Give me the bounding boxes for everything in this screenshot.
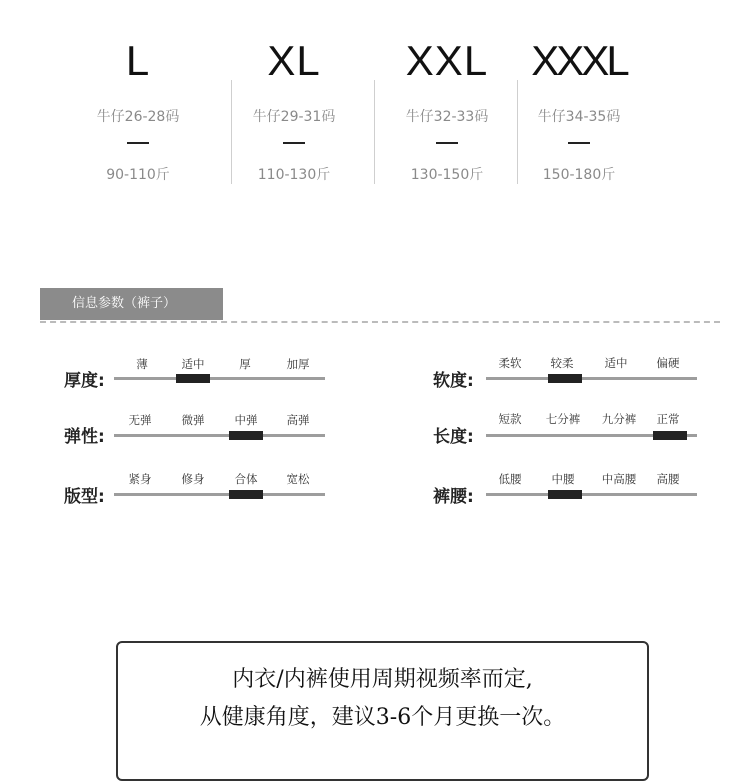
size-column-xxxl — [509, 38, 649, 184]
param-option: 合体 — [234, 472, 258, 486]
size-column-xxl — [377, 38, 517, 184]
param-option: 薄 — [136, 357, 148, 371]
dash-divider — [283, 142, 305, 144]
dash-divider — [436, 142, 458, 144]
param-option: 加厚 — [286, 357, 310, 371]
selected-marker — [653, 431, 687, 440]
param-option: 紧身 — [128, 472, 152, 486]
param-label-length: 长度: — [433, 427, 474, 447]
param-option: 厚 — [239, 357, 251, 371]
param-option: 宽松 — [286, 472, 310, 486]
size-weight-range: 130-150斤 — [410, 167, 484, 183]
selected-marker — [548, 490, 582, 499]
size-weight-range: 90-110斤 — [106, 167, 170, 183]
notice-line-2: 从健康角度，建议3-6个月更换一次。 — [199, 705, 566, 730]
param-option: 高腰 — [656, 472, 680, 486]
thickness-scale — [114, 377, 325, 380]
length-scale — [486, 434, 697, 437]
param-option: 偏硬 — [656, 356, 680, 370]
param-option: 短款 — [498, 412, 522, 426]
size-column-l — [68, 38, 208, 184]
param-option: 较柔 — [550, 356, 574, 370]
size-weight-range: 110-130斤 — [257, 167, 331, 183]
selected-marker — [548, 374, 582, 383]
selected-marker — [229, 431, 263, 440]
waist-scale — [486, 493, 697, 496]
param-label-thickness: 厚度: — [64, 371, 105, 391]
param-option: 微弹 — [181, 413, 205, 427]
size-weight-range: 150-180斤 — [542, 167, 616, 183]
dash-divider — [568, 142, 590, 144]
param-option: 中弹 — [234, 413, 258, 427]
param-option: 九分裤 — [601, 412, 637, 426]
param-option: 高弹 — [286, 413, 310, 427]
param-option: 中高腰 — [601, 472, 637, 486]
param-label-elasticity: 弹性: — [64, 427, 105, 447]
param-option: 适中 — [181, 357, 205, 371]
size-jeans-range: 牛仔26-28码 — [96, 109, 180, 125]
selected-marker — [229, 490, 263, 499]
param-option: 正常 — [656, 412, 680, 426]
size-label: XXXL — [531, 37, 627, 84]
param-option: 中腰 — [551, 472, 575, 486]
param-label-softness: 软度: — [433, 371, 474, 391]
care-notice-box — [116, 641, 649, 781]
elasticity-scale — [114, 434, 325, 437]
section-divider — [40, 321, 720, 323]
param-option: 七分裤 — [545, 412, 581, 426]
size-column-xl — [224, 38, 364, 184]
param-option: 低腰 — [498, 472, 522, 486]
section-title: 信息参数（裤子） — [40, 288, 223, 320]
notice-line-1: 内衣/内裤使用周期视频率而定, — [232, 667, 533, 692]
param-label-fit: 版型: — [64, 487, 105, 507]
size-jeans-range: 牛仔34-35码 — [537, 109, 621, 125]
param-option: 无弹 — [128, 413, 152, 427]
param-label-waist: 裤腰: — [433, 487, 474, 507]
softness-scale — [486, 377, 697, 380]
size-jeans-range: 牛仔32-33码 — [405, 109, 489, 125]
size-label: XXL — [405, 37, 489, 84]
size-label: L — [125, 37, 151, 84]
fit-scale — [114, 493, 325, 496]
param-option: 适中 — [604, 356, 628, 370]
param-option: 柔软 — [498, 356, 522, 370]
dash-divider — [127, 142, 149, 144]
selected-marker — [176, 374, 210, 383]
param-option: 修身 — [181, 472, 205, 486]
size-label: XL — [267, 37, 321, 84]
column-divider — [374, 80, 375, 184]
size-jeans-range: 牛仔29-31码 — [252, 109, 336, 125]
